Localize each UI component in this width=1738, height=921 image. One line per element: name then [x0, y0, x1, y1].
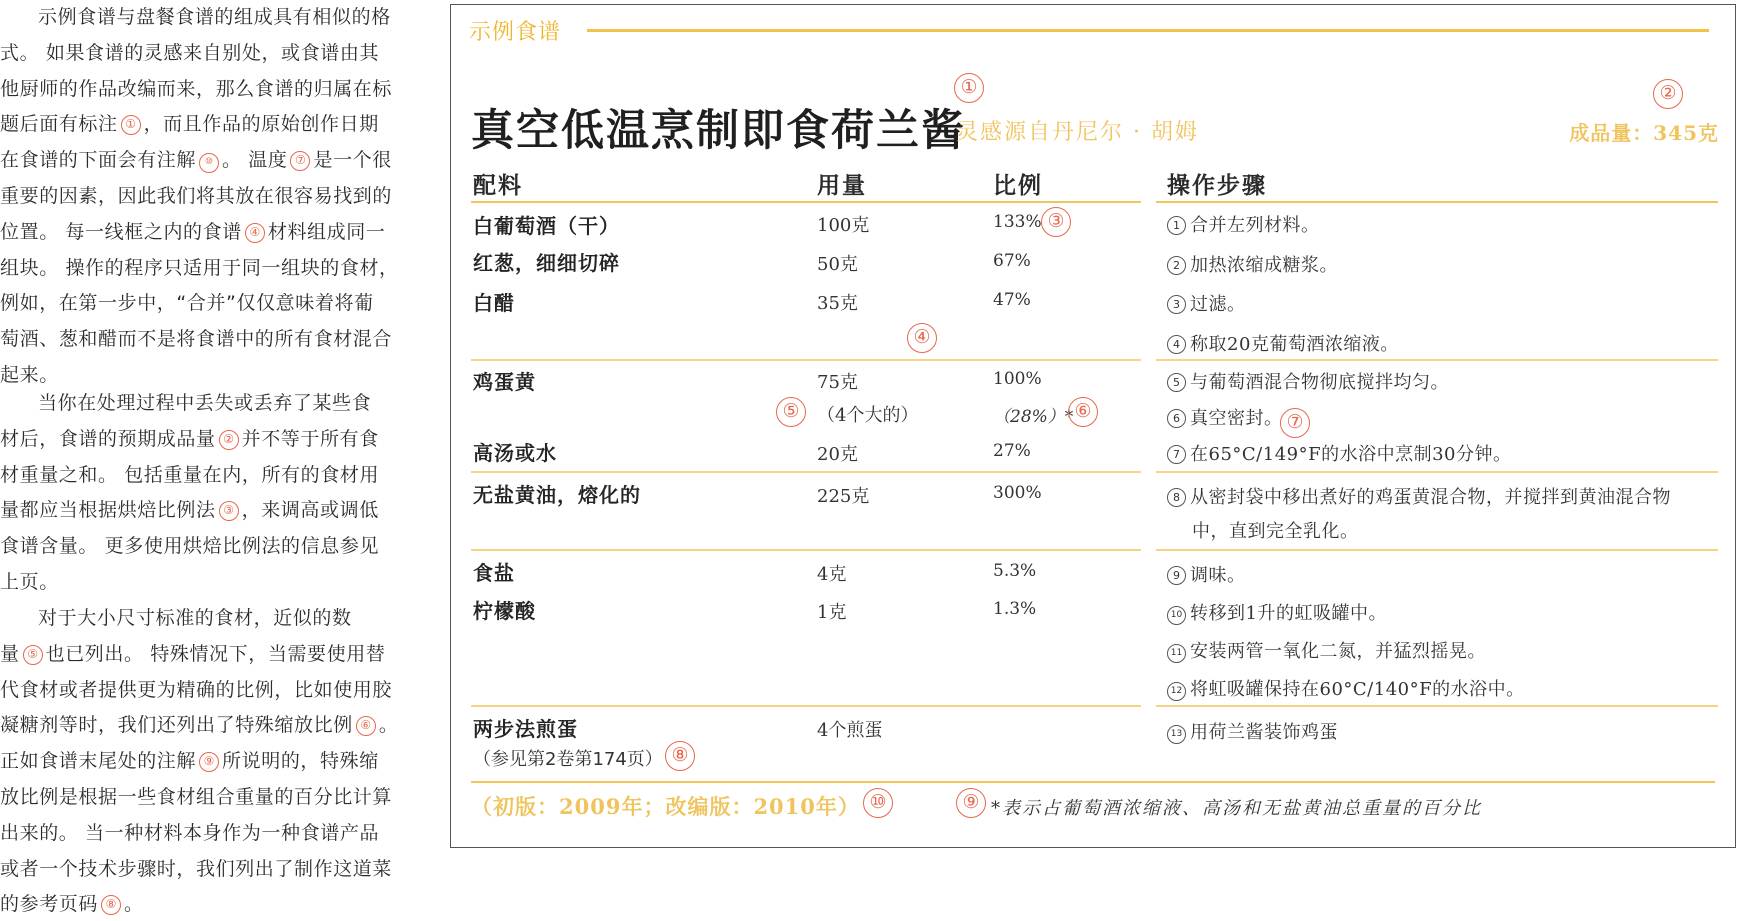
step-number: 10	[1167, 606, 1186, 625]
ingredient-quantity: 20克	[817, 444, 858, 465]
step-item	[1167, 599, 1387, 625]
text-fragment: 量	[0, 642, 20, 665]
text-line: 代食材或者提供更为精确的比例，比如使用胶	[0, 678, 393, 701]
step-text: 调味。	[1190, 565, 1246, 586]
step-item	[1167, 561, 1246, 587]
step-text: 在65°C/149°F的水浴中烹制30分钟。	[1190, 444, 1512, 465]
step-number: 7	[1167, 445, 1186, 464]
text-line	[0, 637, 405, 673]
annotation-badge-6: ⑥	[356, 716, 376, 736]
group-rule	[471, 471, 1141, 473]
text-fragment: 也已列出。 特殊情况下，当需要使用替	[45, 642, 386, 665]
text-line: 材重量之和。 包括重量在内，所有的食材用	[0, 463, 380, 486]
group-rule	[1156, 705, 1718, 707]
text-line: 放比例是根据一些食材组合重量的百分比计算	[0, 785, 393, 808]
step-number: 13	[1167, 725, 1186, 744]
text-line: 上页。	[0, 570, 59, 593]
annotation-badge-9: ⑨	[199, 752, 219, 772]
step-number: 11	[1167, 644, 1186, 663]
step-text: 合并左列材料。	[1190, 215, 1320, 236]
step-number: 2	[1167, 256, 1186, 275]
text-line: 起来。	[0, 363, 59, 386]
step-number: 8	[1167, 488, 1186, 507]
step-number: 5	[1167, 373, 1186, 392]
recipe-yield: 成品量：345克	[1569, 121, 1719, 145]
text-line: 食谱含量。 更多使用烘焙比例法的信息参见	[0, 535, 380, 558]
header-steps: 操作步骤	[1167, 173, 1267, 199]
step-number: 9	[1167, 566, 1186, 585]
ingredient-name: 两步法煎蛋	[473, 717, 578, 741]
step-item	[1167, 290, 1246, 316]
edition-date: （初版：2009年；改编版：2010年）	[471, 794, 860, 819]
annotation-badge-6: ⑥	[1068, 397, 1098, 427]
text-line: 重要的因素，因此我们将其放在很容易找到的	[0, 184, 393, 207]
group-rule	[1156, 471, 1718, 473]
ingredient-quantity: 75克	[817, 372, 858, 393]
header-rule	[1156, 201, 1718, 203]
text-line	[0, 708, 405, 744]
step-text: 称取20克葡萄酒浓缩液。	[1190, 334, 1399, 355]
step-text: 过滤。	[1190, 294, 1246, 315]
step-text: 真空密封。	[1190, 408, 1283, 429]
annotation-badge-8: ⑧	[665, 741, 695, 771]
text-line	[0, 422, 405, 458]
paragraph-3	[0, 601, 405, 921]
step-text-continued: 中，直到完全乳化。	[1192, 521, 1359, 542]
text-line	[0, 107, 405, 143]
annotation-badge-4: ④	[907, 323, 937, 353]
step-item	[1167, 483, 1671, 509]
group-rule	[1156, 549, 1718, 551]
text-line: 出来的。 当一种材料本身作为一种食谱产品	[0, 821, 380, 844]
footer-rule	[471, 781, 1715, 783]
annotation-badge-8: ⑧	[101, 895, 121, 915]
text-fragment: ，而且作品的原始创作日期	[143, 113, 379, 136]
annotation-badge-5: ⑤	[23, 645, 43, 665]
footnote: *表示占葡萄酒浓缩液、高汤和无盐黄油总重量的百分比	[991, 798, 1482, 819]
text-line: 式。 如果食谱的灵感来自别处，或食谱由其	[0, 41, 380, 64]
ingredient-name: 食盐	[473, 561, 515, 585]
text-line	[0, 887, 405, 921]
reference-note: （参见第2卷第174页）	[473, 749, 663, 770]
step-item	[1167, 675, 1525, 701]
ingredient-quantity: 50克	[817, 254, 858, 275]
step-text: 将虹吸罐保持在60°C/140°F的水浴中。	[1190, 679, 1525, 700]
ingredient-ratio: 133%	[993, 212, 1042, 232]
ingredient-name: 白醋	[473, 291, 515, 315]
annotation-badge-9: ⑨	[956, 788, 986, 818]
text-fragment: 凝糖剂等时，我们还列出了特殊缩放比例	[0, 714, 353, 737]
step-item	[1167, 368, 1449, 394]
annotation-badge-5: ⑤	[776, 397, 806, 427]
ingredient-ratio: 67%	[993, 251, 1031, 271]
text-line	[0, 143, 405, 179]
annotation-badge-2: ②	[219, 430, 239, 450]
ingredient-ratio: 300%	[993, 483, 1042, 503]
ingredient-quantity: 35克	[817, 293, 858, 314]
step-item	[1167, 211, 1320, 237]
text-line: 组块。 操作的程序只适用于同一组块的食材，	[0, 256, 399, 279]
text-line: 例如，在第一步中，“合并”仅仅意味着将葡	[0, 292, 374, 315]
annotation-badge-1: ①	[121, 115, 141, 135]
text-line	[0, 215, 405, 251]
text-fragment: 在食谱的下面会有注解	[0, 149, 197, 172]
annotation-badge-3: ③	[1041, 207, 1071, 237]
section-rule	[587, 29, 1709, 32]
step-number: 3	[1167, 295, 1186, 314]
ingredient-ratio: 100%	[993, 369, 1042, 389]
step-item	[1167, 251, 1338, 277]
header-ratio: 比例	[993, 173, 1043, 199]
text-line: 萄酒、葱和醋而不是将食谱中的所有食材混合	[0, 328, 393, 351]
step-text: 转移到1升的虹吸罐中。	[1190, 603, 1387, 624]
text-line	[0, 493, 405, 529]
annotation-badge-10: ⑩	[199, 153, 219, 173]
ingredient-quantity: 225克	[817, 486, 870, 507]
text-fragment: 是一个很	[313, 149, 392, 172]
text-line: 他厨师的作品改编而来，那么食谱的归属在标	[0, 77, 393, 100]
ingredient-name: 无盐黄油，熔化的	[473, 483, 641, 507]
step-item	[1167, 404, 1283, 430]
quantity-note: （4个大的）	[817, 405, 919, 426]
text-line	[0, 744, 405, 780]
ratio-note: （28%）*	[993, 407, 1074, 427]
group-rule	[471, 549, 1141, 551]
ingredient-name: 高汤或水	[473, 441, 557, 465]
group-rule	[1156, 359, 1718, 361]
step-text: 与葡萄酒混合物彻底搅拌均匀。	[1190, 372, 1449, 393]
text-fragment: 量都应当根据烘焙比例法	[0, 499, 216, 522]
annotation-badge-3: ③	[219, 501, 239, 521]
text-line: 或者一个技术步骤时，我们列出了制作这道菜	[0, 857, 393, 880]
step-text: 从密封袋中移出煮好的鸡蛋黄混合物，并搅拌到黄油混合物	[1190, 487, 1671, 508]
annotation-badge-10: ⑩	[863, 788, 893, 818]
text-line: 对于大小尺寸标准的食材，近似的数	[38, 607, 352, 629]
text-fragment: 材料组成同一	[267, 220, 386, 243]
text-fragment: 。	[124, 893, 144, 916]
text-fragment: ，来调高或调低	[241, 499, 379, 522]
ingredient-name: 红葱，细细切碎	[473, 251, 620, 275]
ingredient-quantity: 100克	[817, 215, 870, 236]
step-text: 用荷兰酱装饰鸡蛋	[1190, 722, 1338, 743]
step-item	[1167, 637, 1486, 663]
ingredient-name: 鸡蛋黄	[473, 370, 536, 394]
group-rule	[471, 705, 1141, 707]
annotation-badge-2: ②	[1653, 79, 1683, 109]
header-ingredient: 配料	[473, 173, 523, 199]
text-fragment: 的参考页码	[0, 893, 99, 916]
ingredient-ratio: 5.3%	[993, 561, 1037, 581]
step-item	[1167, 440, 1512, 466]
text-line: 当你在处理过程中丢失或丢弃了某些食	[38, 392, 372, 414]
text-fragment: 。	[378, 714, 399, 737]
paragraph-2	[0, 386, 405, 601]
group-rule	[471, 359, 1141, 361]
text-fragment: 所说明的，特殊缩	[222, 750, 379, 773]
step-number: 6	[1167, 409, 1186, 428]
ingredient-quantity: 4个煎蛋	[817, 720, 883, 741]
text-fragment: 正如食谱末尾处的注解	[0, 750, 197, 773]
step-item	[1167, 718, 1338, 744]
ingredient-ratio: 47%	[993, 290, 1031, 310]
ingredient-ratio: 1.3%	[993, 599, 1037, 619]
text-fragment: 位置。 每一线框之内的食谱	[0, 220, 242, 243]
text-fragment: 材后，食谱的预期成品量	[0, 427, 216, 450]
step-number: 1	[1167, 216, 1186, 235]
recipe-title: 真空低温烹制即食荷兰酱	[471, 106, 966, 156]
text-fragment: 题后面有标注	[0, 113, 118, 136]
recipe-attribution: 灵感源自丹尼尔 · 胡姆	[956, 120, 1199, 145]
ingredient-quantity: 1克	[817, 602, 847, 623]
ingredient-ratio: 27%	[993, 441, 1031, 461]
step-text: 加热浓缩成糖浆。	[1190, 255, 1338, 276]
step-text: 安装两管一氧化二氮，并猛烈摇晃。	[1190, 641, 1486, 662]
step-number: 4	[1167, 335, 1186, 354]
section-label: 示例食谱	[469, 20, 562, 45]
recipe-card	[450, 4, 1736, 848]
step-number: 12	[1167, 682, 1186, 701]
ingredient-quantity: 4克	[817, 564, 847, 585]
header-quantity: 用量	[817, 173, 867, 199]
paragraph-1	[0, 0, 405, 394]
annotation-badge-7: ⑦	[290, 151, 310, 171]
annotation-badge-7: ⑦	[1280, 408, 1310, 438]
ingredient-name: 白葡萄酒（干）	[473, 214, 620, 238]
annotation-badge-1: ①	[954, 73, 984, 103]
annotation-badge-4: ④	[245, 223, 265, 243]
ingredient-name: 柠檬酸	[473, 599, 536, 623]
text-fragment: 。 温度	[222, 149, 288, 172]
step-item	[1167, 330, 1399, 356]
text-fragment: 并不等于所有食	[241, 427, 379, 450]
header-rule	[471, 201, 1141, 203]
text-line: 示例食谱与盘餐食谱的组成具有相似的格	[38, 6, 391, 28]
